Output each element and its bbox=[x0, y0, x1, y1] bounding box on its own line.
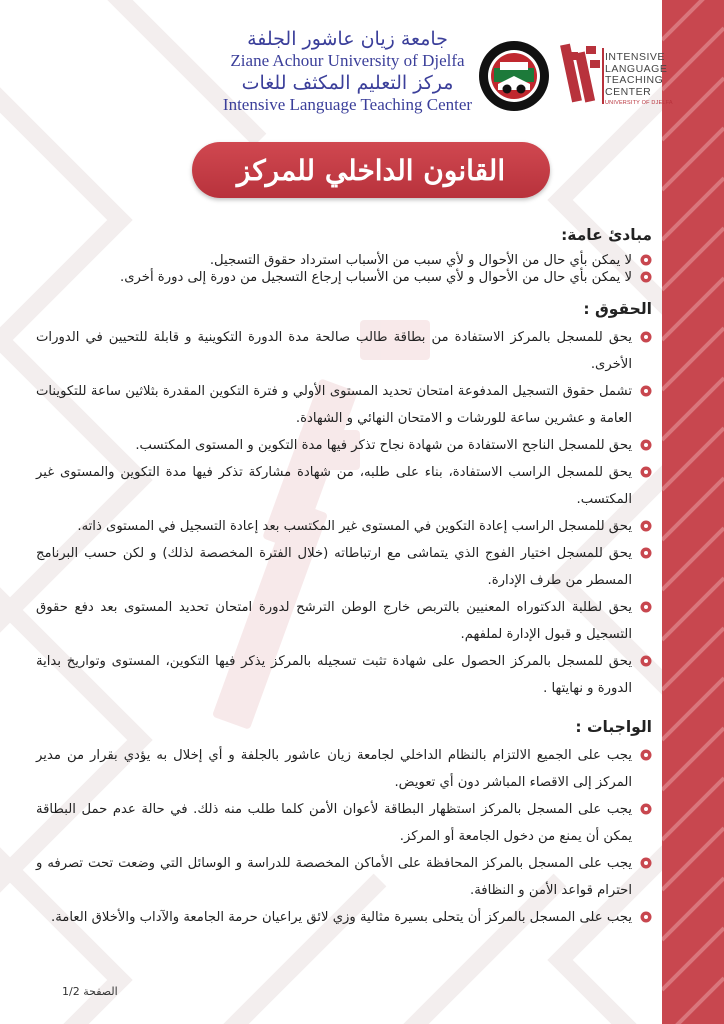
list-item: يجب على المسجل بالمركز المحافظة على الأماكن المخصصة للدراسة و الوسائل التي وضعت تحت تصرفه و احترام قواعد الأمن و النظافة. bbox=[36, 850, 652, 904]
flower-bullet-icon bbox=[640, 271, 652, 283]
center-name-ar: مركز التعليم المكثف للغات bbox=[241, 72, 454, 94]
flower-bullet-icon bbox=[640, 655, 652, 667]
flower-bullet-icon bbox=[640, 857, 652, 869]
ilt-logo-wordmark bbox=[605, 52, 673, 110]
flower-bullet-icon bbox=[640, 520, 652, 532]
flower-bullet-icon bbox=[640, 803, 652, 815]
list-item: يحق للمسجل الراسب الاستفادة، بناء على طلبه، من شهادة مشاركة تذكر فيها مدة التكوين والمستوى غير المكتسب. bbox=[36, 459, 652, 513]
page-title: القانون الداخلي للمركز bbox=[236, 153, 506, 187]
duties-heading: الواجبات : bbox=[575, 718, 652, 736]
list-item: لا يمكن بأي حال من الأحوال و لأي سبب من الأسباب استرداد حقوق التسجيل. bbox=[36, 252, 652, 269]
list-item: يجب على المسجل بالمركز استظهار البطاقة لأعوان الأمن كلما طلب منه ذلك. في حالة عدم حمل البطاقة يمكن أن يمنع من دخول الجامعة أو المركز. bbox=[36, 796, 652, 850]
university-seal-logo bbox=[478, 40, 550, 112]
flower-bullet-icon bbox=[640, 466, 652, 478]
right-decor-band bbox=[662, 0, 724, 1024]
flower-bullet-icon bbox=[640, 601, 652, 613]
rights-heading: الحقوق : bbox=[583, 300, 652, 318]
ilt-logo-sub: UNIVERSITY OF DJELFA bbox=[605, 100, 673, 106]
list-item: يجب على الجميع الالتزام بالنظام الداخلي لجامعة زيان عاشور بالجلفة و أي إخلال به يؤدي بقرار من مدير المركز إلى الاقصاء المباشر دون أي تعويض. bbox=[36, 742, 652, 796]
flower-bullet-icon bbox=[640, 911, 652, 923]
flower-bullet-icon bbox=[640, 254, 652, 266]
list-item: يحق للمسجل اختيار الفوج الذي يتماشى مع ارتباطاته (خلال الفترة المخصصة لذلك) و لكن حسب البرنامج المسطر من طرف الإدارة. bbox=[36, 540, 652, 594]
page-title-banner bbox=[192, 142, 550, 198]
list-item: يحق للمسجل الراسب إعادة التكوين في المستوى غير المكتسب بعد إعادة التسجيل في المستوى ذاته. bbox=[36, 513, 652, 540]
flower-bullet-icon bbox=[640, 385, 652, 397]
list-item: يحق لطلبة الدكتوراه المعنيين بالتربص خارج الوطن الترشح لدورة امتحان تحديد المستوى بعد دفع حقوق التسجيل و قبول الإدارة لملفهم. bbox=[36, 594, 652, 648]
ilt-line-4: CENTER bbox=[605, 85, 652, 98]
page-header bbox=[0, 24, 724, 134]
flower-bullet-icon bbox=[640, 331, 652, 343]
university-name-ar: جامعة زيان عاشور الجلفة bbox=[247, 28, 448, 50]
duties-list bbox=[36, 742, 652, 931]
list-item: يحق للمسجل الناجح الاستفادة من شهادة نجاح تذكر فيها مدة التكوين و المستوى المكتسب. bbox=[36, 432, 652, 459]
page-number: الصفحة 1/2 bbox=[62, 985, 118, 998]
rights-list bbox=[36, 324, 652, 702]
list-item: تشمل حقوق التسجيل المدفوعة امتحان تحديد المستوى الأولي و فترة التكوين المقدرة بثلاثين ساعة للتكوينات العامة و عشرين ساعة للورشات و الامتحان النهائي و الشهادة. bbox=[36, 378, 652, 432]
general-principles-list bbox=[36, 252, 652, 286]
list-item: يحق للمسجل بالمركز الاستفادة من بطاقة طالب صالحة مدة الدورة التكوينية و قابلة للتحيين في الدورات الأخرى. bbox=[36, 324, 652, 378]
list-item: لا يمكن بأي حال من الأحوال و لأي سبب من الأسباب إرجاع التسجيل من دورة إلى دورة أخرى. bbox=[36, 269, 652, 286]
list-item: يجب على المسجل بالمركز أن يتحلى بسيرة مثالية وزي لائق يراعيان حرمة الجامعة والآداب والأخلاق العامة. bbox=[36, 904, 652, 931]
ilt-line-1: INTENSIVE bbox=[605, 51, 665, 63]
general-principles-heading: مبادئ عامة: bbox=[561, 226, 652, 244]
center-name-en: Intensive Language Teaching Center bbox=[222, 95, 473, 114]
flower-bullet-icon bbox=[640, 439, 652, 451]
university-name-en: Ziane Achour University of Djelfa bbox=[230, 51, 465, 70]
university-name-block bbox=[205, 28, 490, 116]
flower-bullet-icon bbox=[640, 749, 652, 761]
ilt-line-2: LANGUAGE bbox=[605, 62, 668, 75]
document-body bbox=[36, 226, 652, 931]
list-item: يحق للمسجل بالمركز الحصول على شهادة تثبت تسجيله بالمركز يذكر فيها التكوين، المستوى وتواريخ بداية الدورة و نهايتها . bbox=[36, 648, 652, 702]
ilt-line-3: TEACHING bbox=[605, 74, 664, 86]
flower-bullet-icon bbox=[640, 547, 652, 559]
